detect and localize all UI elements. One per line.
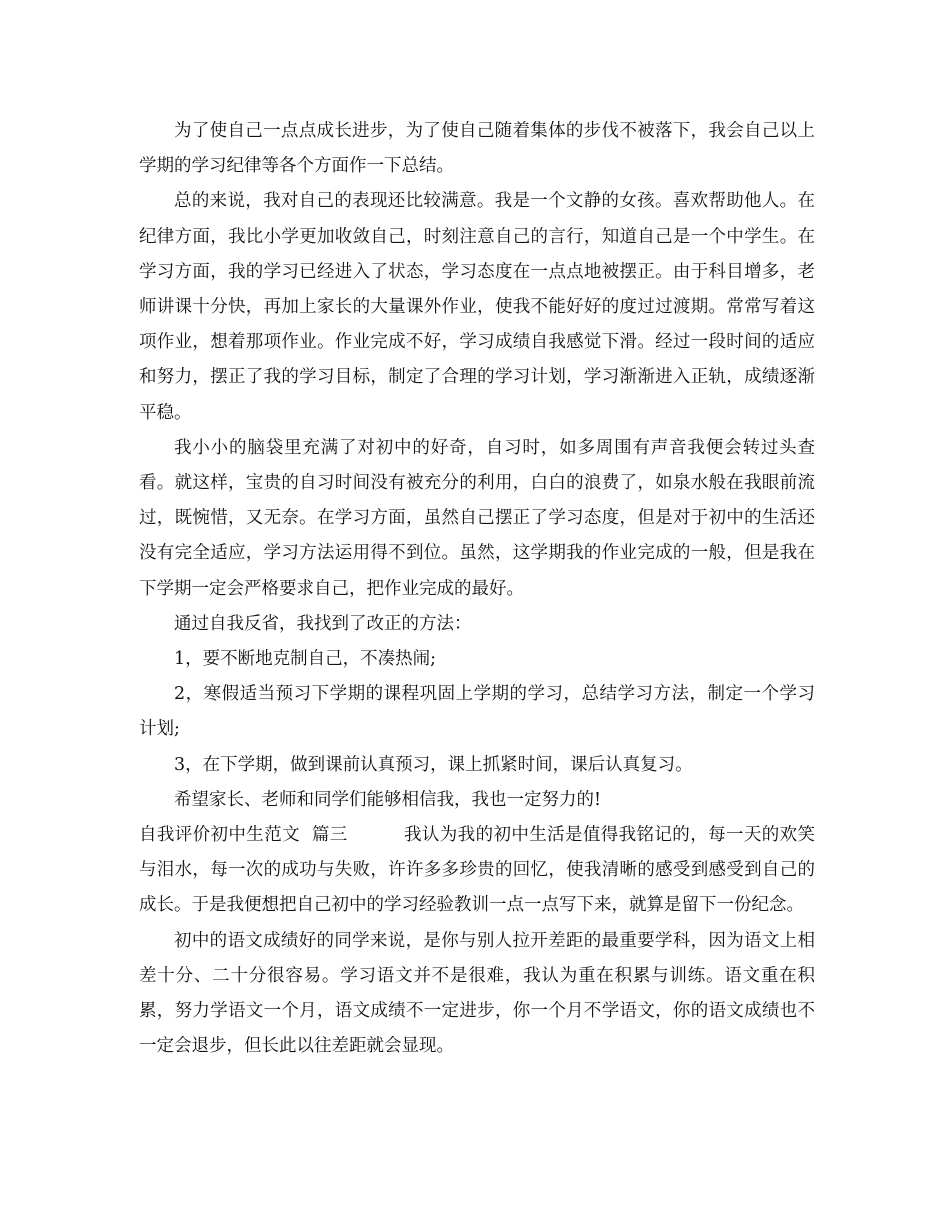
list-item-3: 3，在下学期，做到课前认真预习，课上抓紧时间，课后认真复习。 <box>174 754 693 775</box>
paragraph-closing: 希望家长、老师和同学们能够相信我，我也一定努力的! <box>174 789 602 810</box>
paragraph-after-1: 初中的语文成绩好的同学来说，是你与别人拉开差距的最重要学科，因为语文上相差十分、二十分很容易。学习语文并不是很难，我认为重在积累与训练。语文重在积累，努力学语文一个月，语文成绩不一定进步，你一个月不学语文，你的语文成绩也不一定会退步，但长此以往差距就会显现。 <box>139 930 815 1057</box>
document-body <box>139 114 815 1064</box>
paragraph-1: 为了使自己一点点成长进步，为了使自己随着集体的步伐不被落下，我会自己以上学期的学习纪律等各个方面作一下总结。 <box>139 121 815 177</box>
paragraph-3: 我小小的脑袋里充满了对初中的好奇，自习时，如多周围有声音我便会转过头查看。就这样，宝贵的自习时间没有被充分的利用，白白的浪费了，如泉水般在我眼前流过，既惋惜，又无奈。在学习方面，虽然自己摆正了学习态度，但是对于初中的生活还没有完全适应，学习方法运用得不到位。虽然，这学期我的作业完成的一般，但是我在下学期一定会严格要求自己，把作业完成的最好。 <box>139 437 815 599</box>
paragraph-2: 总的来说，我对自己的表现还比较满意。我是一个文静的女孩。喜欢帮助他人。在纪律方面，我比小学更加收敛自己，时刻注意自己的言行，知道自己是一个中学生。在学习方面，我的学习已经进入了状态，学习态度在一点点地被摆正。由于科目增多，老师讲课十分快，再加上家长的大量课外作业，使我不能好好的度过过渡期。常常写着这项作业，想着那项作业。作业完成不好，学习成绩自我感觉下滑。经过一段时间的适应和努力，摆正了我的学习目标，制定了合理的学习计划，学习渐渐进入正轨，成绩逐渐平稳。 <box>139 191 815 423</box>
section-title: 自我评价初中生范文 篇三 <box>139 825 348 846</box>
section-lead: 我认为我的初中生活是值得我铭记的，每一天的欢笑与泪水，每一次的成功与失败，许许多多珍贵的回忆，使我清晰的感受到感受到自己的成长。于是我便想把自己初中的学习经验教训一点一点写下来，就算是留下一份纪念。 <box>139 825 816 916</box>
list-item-2: 2，寒假适当预习下学期的课程巩固上学期的学习，总结学习方法，制定一个学习计划; <box>139 684 815 740</box>
section-paragraph <box>139 818 815 924</box>
list-item-1: 1，要不断地克制自己，不凑热闹; <box>174 649 437 670</box>
paragraph-4: 通过自我反省，我找到了改正的方法： <box>174 613 472 634</box>
